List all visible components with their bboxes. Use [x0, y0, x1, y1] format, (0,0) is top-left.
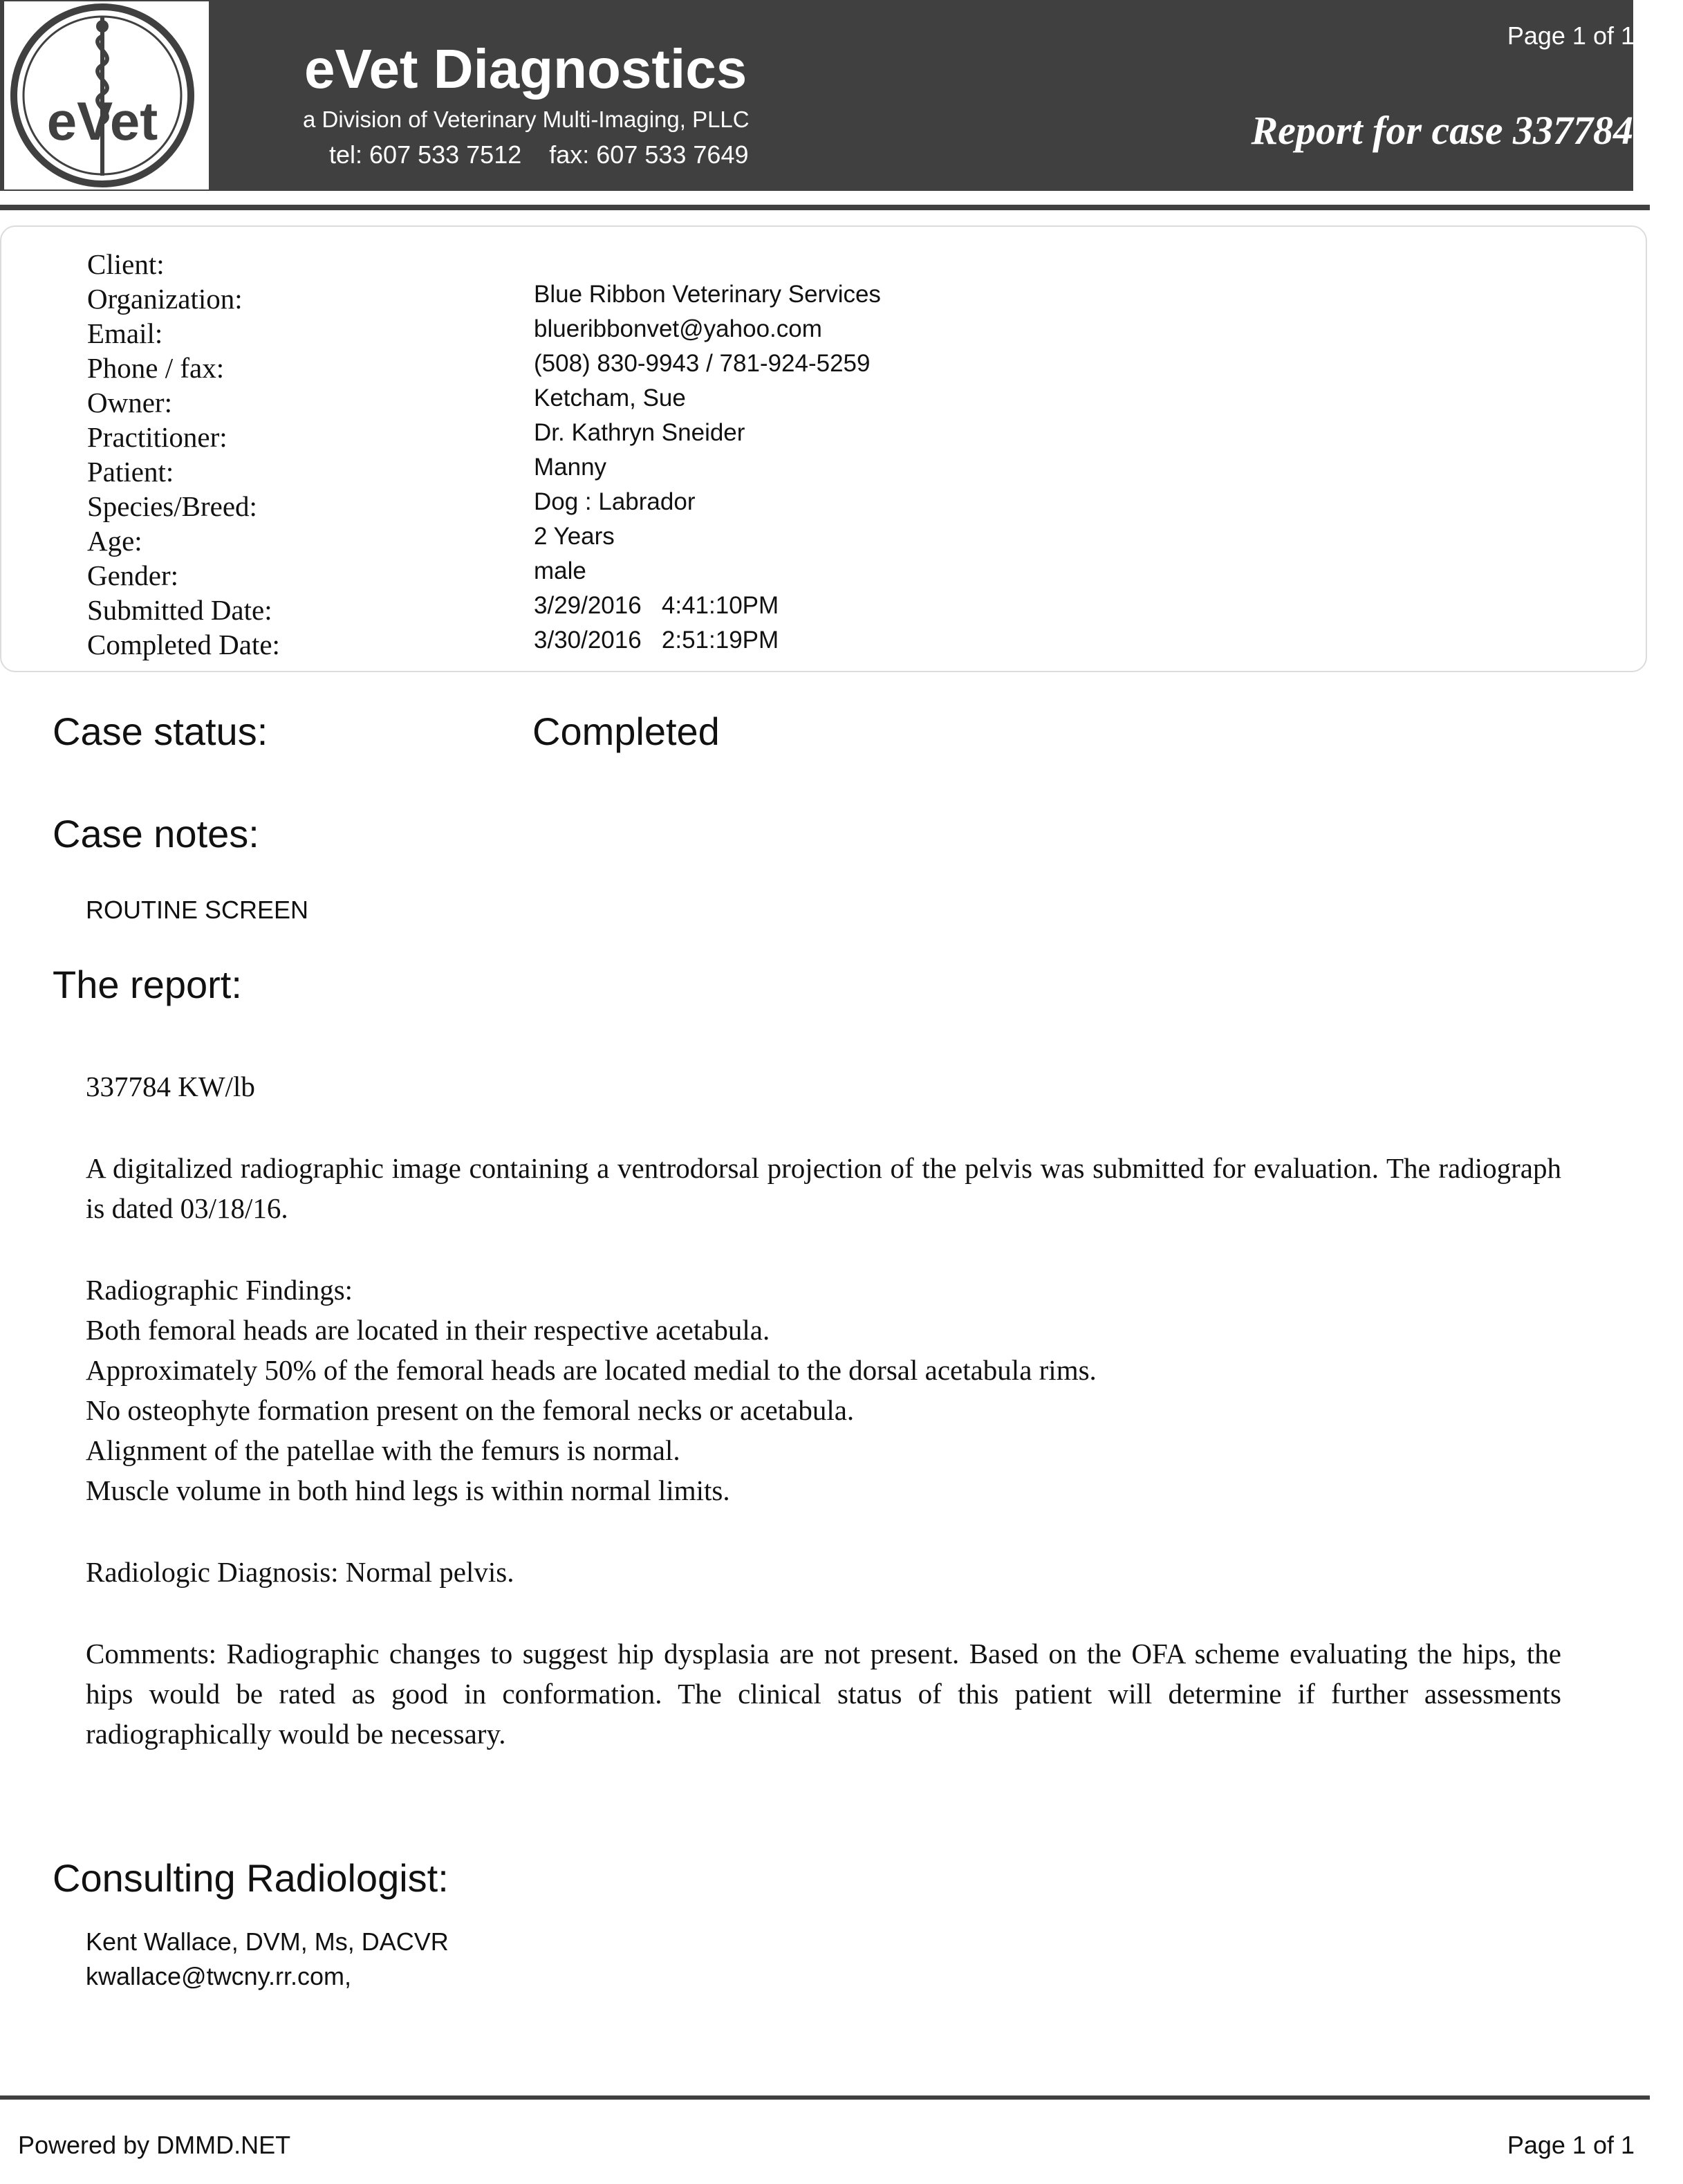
header-divider: [0, 205, 1650, 210]
label-phone-fax: Phone / fax:: [87, 352, 225, 384]
value-patient: Manny: [534, 454, 607, 481]
radiologic-diagnosis: Radiologic Diagnosis: Normal pelvis.: [86, 1556, 514, 1588]
logo-text: eVet: [46, 91, 158, 151]
finding-item: Approximately 50% of the femoral heads are located medial to the dorsal acetabula rims.: [86, 1354, 1097, 1386]
label-completed-date: Completed Date:: [87, 629, 280, 660]
radiologist-email[interactable]: kwallace@twcny.rr.com,: [86, 1962, 351, 1990]
radiologist-heading: Consulting Radiologist:: [53, 1856, 449, 1900]
contact-info: tel: 607 533 7512 fax: 607 533 7649: [329, 140, 749, 169]
case-status-heading: Case status:: [53, 710, 268, 753]
report-intro: A digitalized radiographic image containing a ventrodorsal projection of the pelvis was submitted for evaluation. The radiograph is dated 03/18/16.: [86, 1152, 1561, 1224]
header-page-indicator: Page 1 of 1: [1507, 21, 1635, 50]
label-patient: Patient:: [87, 456, 174, 488]
value-submitted-date: 3/29/2016 4:41:10PM: [534, 592, 779, 619]
finding-item: No osteophyte formation present on the femoral necks or acetabula.: [86, 1394, 855, 1426]
finding-item: Muscle volume in both hind legs is within normal limits.: [86, 1474, 730, 1506]
case-status-value: Completed: [532, 710, 720, 753]
label-practitioner: Practitioner:: [87, 421, 227, 453]
value-completed-date: 3/30/2016 2:51:19PM: [534, 627, 779, 654]
brand-title: eVet Diagnostics: [304, 38, 747, 100]
case-notes-heading: Case notes:: [53, 812, 259, 855]
value-practitioner: Dr. Kathryn Sneider: [534, 419, 745, 446]
evet-logo: [4, 1, 209, 189]
label-age: Age:: [87, 525, 142, 557]
value-species-breed: Dog : Labrador: [534, 488, 696, 515]
value-owner: Ketcham, Sue: [534, 385, 686, 411]
powered-by: Powered by DMMD.NET: [18, 2131, 291, 2159]
radiologist-name: Kent Wallace, DVM, Ms, DACVR: [86, 1927, 449, 1956]
label-client: Client:: [87, 248, 165, 280]
finding-item: Alignment of the patellae with the femurs is normal.: [86, 1434, 680, 1466]
case-info-panel: [0, 225, 1647, 672]
case-notes-text: ROUTINE SCREEN: [86, 896, 309, 924]
report-heading: The report:: [53, 963, 242, 1006]
footer-page-indicator: Page 1 of 1: [1507, 2131, 1635, 2159]
value-email: blueribbonvet@yahoo.com: [534, 315, 822, 342]
label-email: Email:: [87, 317, 163, 349]
report-case-reference: 337784 KW/lb: [86, 1071, 255, 1102]
header-bar: [0, 0, 1633, 191]
brand-subtitle: a Division of Veterinary Multi-Imaging, PLLC: [303, 107, 750, 132]
label-owner: Owner:: [87, 387, 172, 418]
findings-title: Radiographic Findings:: [86, 1274, 353, 1306]
report-comments: Comments: Radiographic changes to suggest hip dysplasia are not present. Based on the OFA scheme evaluating the hips, the hips would be rated as good in conformation. The clinical status of this patient will determine if further assessments radiographically would be necessary.: [86, 1638, 1561, 1750]
value-age: 2 Years: [534, 523, 615, 550]
label-organization: Organization:: [87, 283, 243, 315]
value-phone-fax: (508) 830-9943 / 781-924-5259: [534, 350, 871, 377]
value-organization: Blue Ribbon Veterinary Services: [534, 281, 881, 308]
label-species-breed: Species/Breed:: [87, 490, 257, 522]
value-gender: male: [534, 557, 586, 584]
report-title: Report for case 337784: [1251, 108, 1633, 153]
label-submitted-date: Submitted Date:: [87, 594, 272, 626]
logo-emblem: [4, 1, 209, 189]
finding-item: Both femoral heads are located in their respective acetabula.: [86, 1314, 770, 1346]
footer-divider: [0, 2095, 1650, 2100]
label-gender: Gender:: [87, 559, 179, 591]
